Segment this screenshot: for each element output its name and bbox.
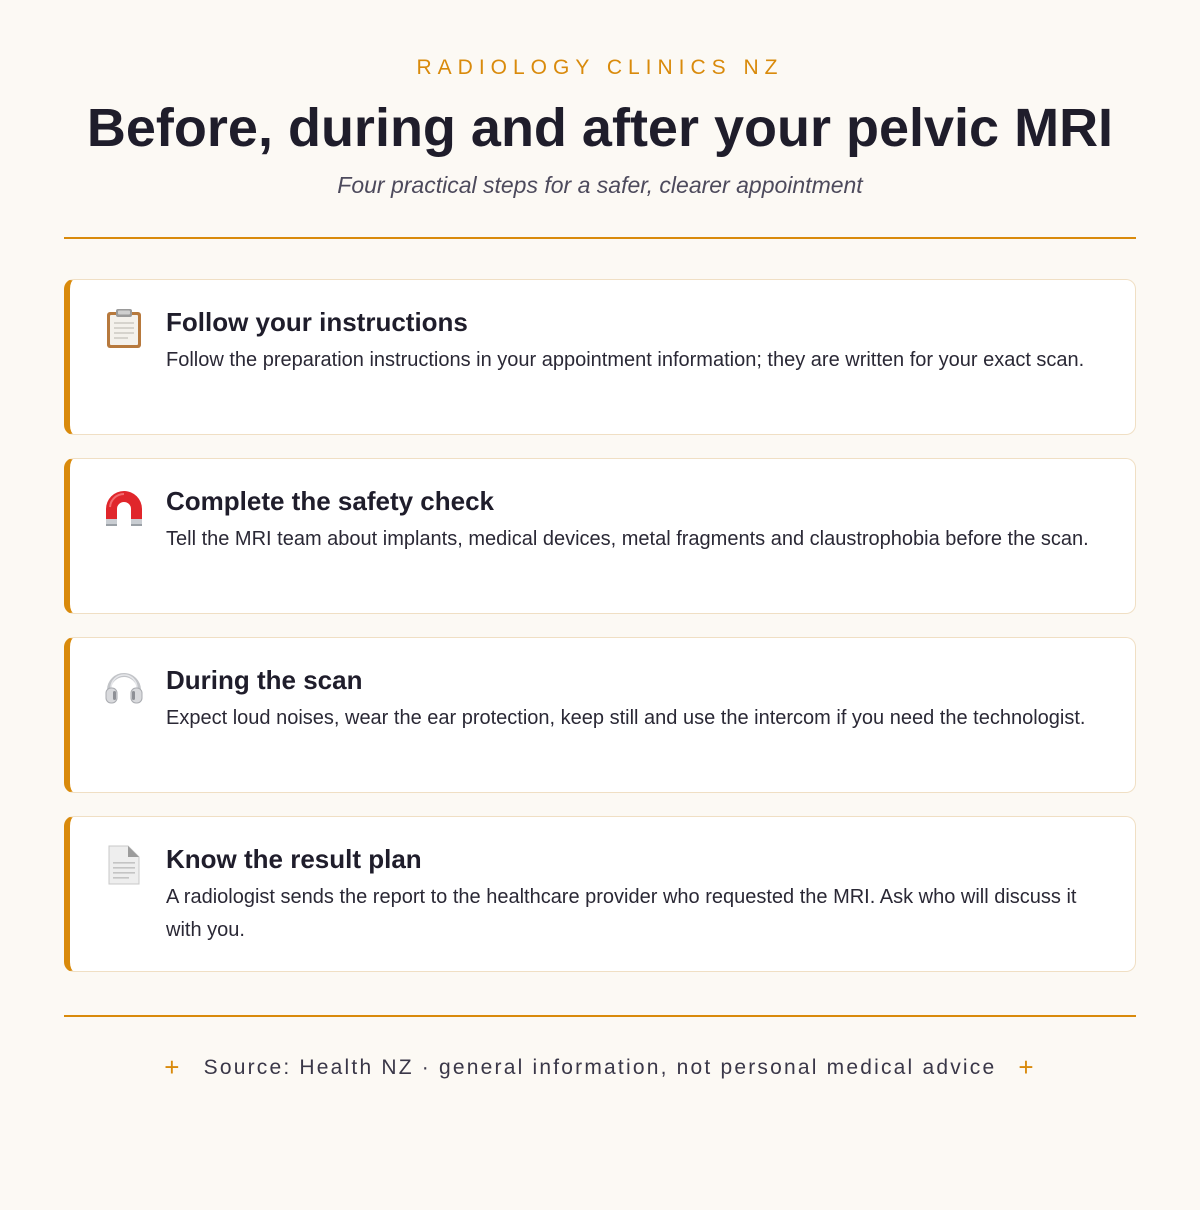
step-description: Follow the preparation instructions in your appointment information; they are written for your exact scan. (166, 349, 1085, 371)
step-description: A radiologist sends the report to the healthcare provider who requested the MRI. Ask who will discuss it with you. (166, 886, 1077, 941)
step-card-instructions (64, 279, 1136, 435)
step-card-result-plan (64, 816, 1136, 972)
plus-icon: + (164, 1052, 182, 1082)
bottom-divider (64, 1015, 1136, 1017)
source-text: Source: Health NZ · general information, not personal medical advice (203, 1056, 997, 1079)
step-title: Know the result plan (166, 844, 422, 874)
step-title: Complete the safety check (166, 486, 495, 516)
magnet-icon (102, 485, 146, 529)
step-title: During the scan (166, 665, 363, 695)
step-card-during-scan (64, 637, 1136, 793)
page-subtitle: Four practical steps for a safer, clearer appointment (337, 172, 863, 198)
step-description: Expect loud noises, wear the ear protection, keep still and use the intercom if you need the technologist. (166, 707, 1086, 729)
step-title: Follow your instructions (166, 307, 468, 337)
brand-label: RADIOLOGY CLINICS NZ (416, 56, 784, 79)
step-card-safety-check (64, 458, 1136, 614)
headphones-icon (102, 664, 146, 708)
clipboard-icon (102, 306, 146, 350)
source-footer (64, 1052, 1136, 1083)
document-icon (102, 843, 146, 887)
page-title: Before, during and after your pelvic MRI (86, 98, 1114, 158)
step-description: Tell the MRI team about implants, medical devices, metal fragments and claustrophobia before the scan. (166, 528, 1089, 550)
top-divider (64, 237, 1136, 239)
plus-icon: + (1018, 1052, 1036, 1082)
